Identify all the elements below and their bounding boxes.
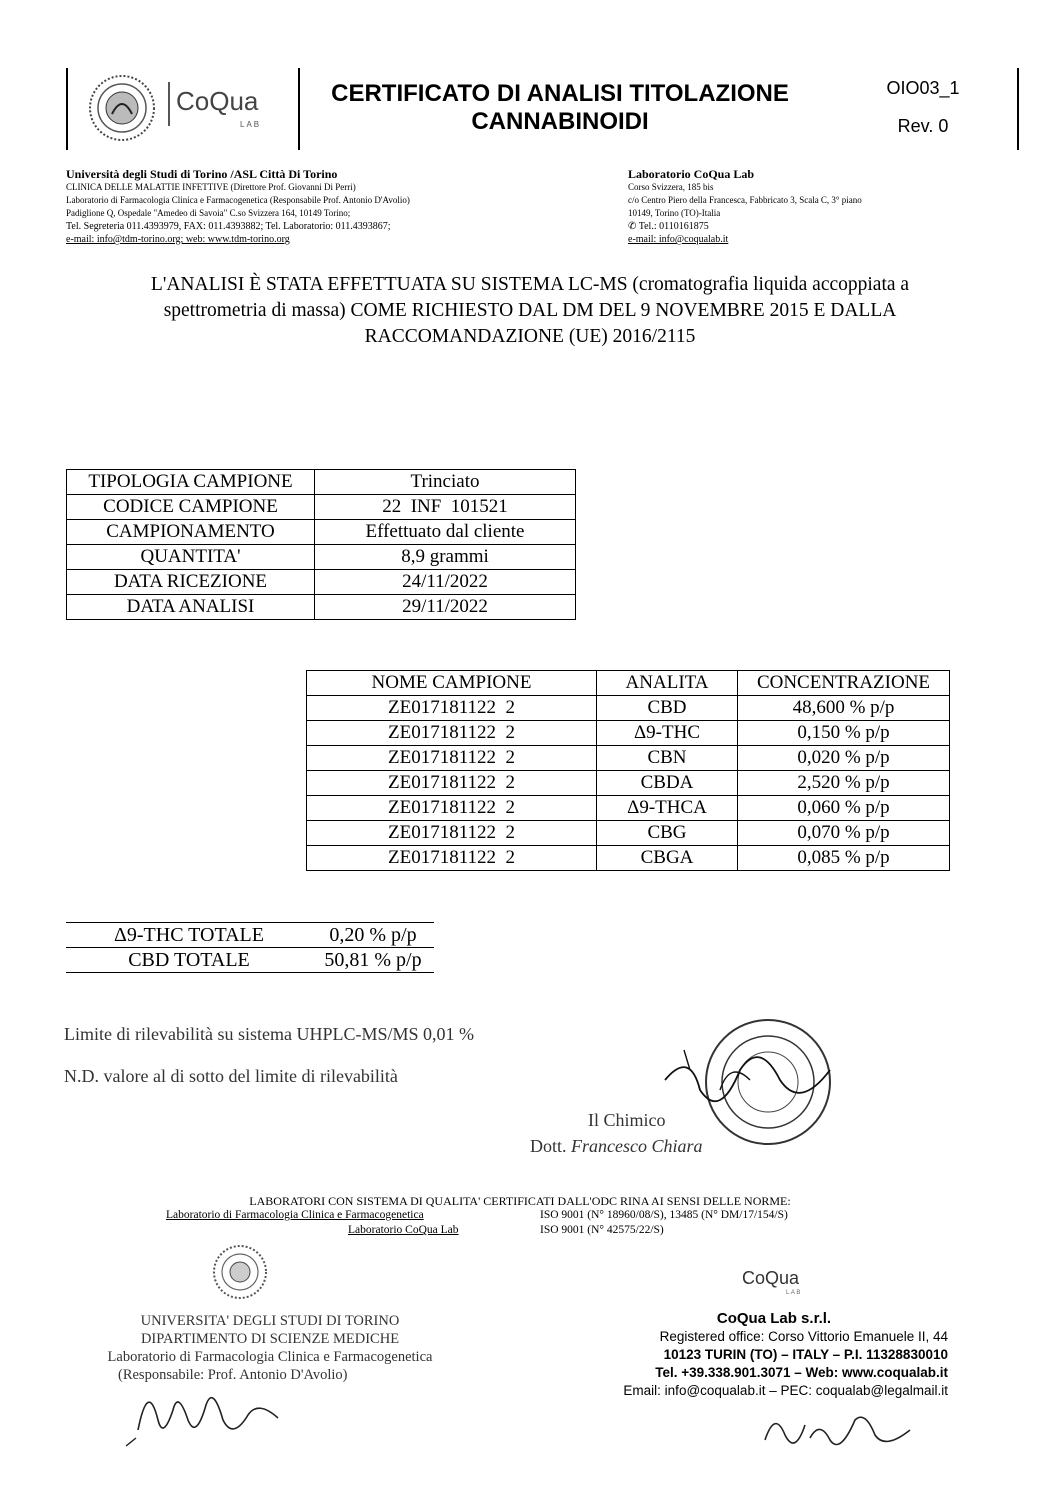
cert1-lab: Laboratorio di Farmacologia Clinica e Farmacogenetica [166, 1209, 424, 1221]
company-email-line[interactable]: Email: info@coqualab.it – PEC: coqualab@legalmail.it [623, 1383, 948, 1398]
results-cell-analyte: CBG [597, 821, 738, 846]
cert-title: LABORATORI CON SISTEMA DI QUALITA' CERTIFICATI DALL'ODC RINA AI SENSI DELLE NORME: [249, 1194, 791, 1208]
signature-name-line [530, 1136, 703, 1157]
right-contact-line: Corso Svizzera, 185 bis [628, 182, 714, 192]
left-contact-block [66, 168, 526, 246]
right-contact-line: 10149, Torino (TO)-Italia [628, 208, 721, 218]
header-right-rule [1017, 68, 1019, 150]
results-table [306, 670, 950, 871]
totals-value: 50,81 % p/p [312, 948, 434, 973]
totals-row [66, 923, 434, 948]
detection-limit-note: Limite di rilevabilità su sistema UHPLC-MS/MS 0,01 % [64, 1024, 474, 1044]
doc-code: OIO03_1 [886, 78, 960, 98]
results-cell-sample: ZE017181122 2 [307, 771, 597, 796]
totals-value: 0,20 % p/p [312, 923, 434, 948]
signature-role: Il Chimico [588, 1110, 666, 1130]
right-contact-block [628, 168, 958, 246]
logo-text: CoQua [176, 86, 259, 116]
results-cell-conc: 2,520 % p/p [738, 771, 950, 796]
results-cell-sample: ZE017181122 2 [307, 821, 597, 846]
left-contact-email-link[interactable]: e-mail: info@tdm-torino.org; web: www.tdm-torino.org [66, 234, 290, 245]
university-footer-line: Laboratorio di Farmacologia Clinica e Farmacogenetica [107, 1349, 433, 1365]
sample-info-row [67, 570, 576, 595]
intro-line: RACCOMANDAZIONE (UE) 2016/2115 [364, 326, 696, 347]
sample-info-row [67, 470, 576, 495]
signature-name: Francesco Chiara [571, 1136, 703, 1156]
left-contact-line: Tel. Segreteria 011.4393979, FAX: 011.4393882; Tel. Laboratorio: 011.4393867; [66, 221, 391, 232]
company-footer-block [560, 1310, 948, 1400]
university-footer-line: (Responsabile: Prof. Antonio D'Avolio) [118, 1367, 348, 1383]
column-header: NOME CAMPIONE [307, 671, 597, 696]
results-cell-analyte: CBDA [597, 771, 738, 796]
results-cell-conc: 0,020 % p/p [738, 746, 950, 771]
results-cell-analyte: CBD [597, 696, 738, 721]
sample-info-label: DATA RICEZIONE [67, 570, 315, 595]
doc-revision: Rev. 0 [897, 116, 949, 136]
company-line: 10123 TURIN (TO) – ITALY – P.I. 11328830010 [663, 1347, 948, 1362]
left-contact-line: Università degli Studi di Torino /ASL Città Di Torino [66, 167, 338, 181]
sample-info-value: 29/11/2022 [315, 595, 576, 620]
sample-info-label: DATA ANALISI [67, 595, 315, 620]
nd-note: N.D. valore al di sotto del limite di rilevabilità [64, 1066, 398, 1086]
results-cell-sample: ZE017181122 2 [307, 721, 597, 746]
right-contact-email-link[interactable]: e-mail: info@coqualab.it [628, 234, 729, 245]
logo-sub: LAB [240, 120, 262, 129]
sample-info-row [67, 595, 576, 620]
intro-line: L'ANALISI È STATA EFFETTUATA SU SISTEMA LC-MS (cromatografia liquida accoppiata a [150, 274, 910, 295]
cert1-iso: ISO 9001 (N° 18960/08/S), 13485 (N° DM/17/154/S) [540, 1209, 788, 1221]
title-line-2: CANNABINOIDI [471, 108, 649, 135]
sample-info-value: 8,9 grammi [315, 545, 576, 570]
left-contact-line: Laboratorio di Farmacologia Clinica e Farmacogenetica (Responsabile Prof. Antonio D'Avolio) [66, 195, 410, 205]
intro-paragraph [40, 272, 1020, 350]
sample-info-row [67, 545, 576, 570]
results-cell-sample: ZE017181122 2 [307, 796, 597, 821]
company-signature [760, 1400, 920, 1460]
title-line-1: CERTIFICATO DI ANALISI TITOLAZIONE [331, 80, 789, 107]
footer-university-seal-icon [212, 1244, 268, 1300]
left-contact-line: CLINICA DELLE MALATTIE INFETTIVE (Direttore Prof. Giovanni Di Perri) [66, 182, 356, 192]
company-line: Registered office: Corso Vittorio Emanuele II, 44 [659, 1329, 948, 1344]
results-cell-conc: 0,085 % p/p [738, 846, 950, 871]
sample-info-row [67, 520, 576, 545]
results-cell-analyte: CBGA [597, 846, 738, 871]
results-row [307, 771, 950, 796]
university-seal-icon [88, 74, 156, 142]
sample-info-value: Trinciato [315, 470, 576, 495]
company-line: Tel. +39.338.901.3071 – Web: www.coqualab.it [655, 1365, 948, 1380]
sample-info-label: TIPOLOGIA CAMPIONE [67, 470, 315, 495]
results-cell-conc: 48,600 % p/p [738, 696, 950, 721]
results-row [307, 796, 950, 821]
right-contact-line: Laboratorio CoQua Lab [628, 167, 755, 181]
footer-logo-sub: LAB [786, 1290, 802, 1296]
left-contact-line: Padiglione Q, Ospedale "Amedeo di Savoia" C.so Svizzera 164, 10149 Torino; [66, 208, 351, 218]
sample-info-value: 24/11/2022 [315, 570, 576, 595]
totals-row [66, 948, 434, 973]
professor-signature [118, 1370, 298, 1450]
sample-info-value: Effettuato dal cliente [315, 520, 576, 545]
results-cell-analyte: Δ9-THCA [597, 796, 738, 821]
sample-info-label: CODICE CAMPIONE [67, 495, 315, 520]
chemist-stamp [660, 1010, 850, 1150]
column-header: ANALITA [597, 671, 738, 696]
results-row [307, 746, 950, 771]
column-header: CONCENTRAZIONE [738, 671, 950, 696]
footer-coqua-logo: CoQua [742, 1268, 800, 1288]
results-row [307, 846, 950, 871]
right-contact-line: c/o Centro Piero della Francesca, Fabbricato 3, Scala C, 3° piano [628, 195, 862, 205]
totals-table [66, 922, 434, 973]
sample-info-row [67, 495, 576, 520]
company-name: CoQua Lab s.r.l. [716, 1310, 832, 1327]
totals-label: CBD TOTALE [66, 948, 312, 973]
page-title [300, 80, 820, 136]
sample-info-label: CAMPIONAMENTO [67, 520, 315, 545]
results-cell-conc: 0,060 % p/p [738, 796, 950, 821]
results-row [307, 721, 950, 746]
cert2-lab: Laboratorio CoQua Lab [348, 1224, 459, 1236]
university-footer-line: DIPARTIMENTO DI SCIENZE MEDICHE [140, 1331, 400, 1347]
header-left-rule [66, 68, 68, 150]
right-contact-line: ✆ Tel.: 0110161875 [628, 221, 709, 232]
sample-info-label: QUANTITA' [67, 545, 315, 570]
logo-divider [168, 82, 170, 126]
cert2-iso: ISO 9001 (N° 42575/22/S) [540, 1224, 664, 1236]
sample-info-table [66, 469, 576, 620]
totals-label: Δ9-THC TOTALE [66, 923, 312, 948]
university-footer-line: UNIVERSITA' DEGLI STUDI DI TORINO [140, 1313, 400, 1329]
results-cell-analyte: Δ9-THC [597, 721, 738, 746]
intro-line: spettrometria di massa) COME RICHIESTO DAL DM DEL 9 NOVEMBRE 2015 E DALLA [163, 300, 897, 321]
sample-info-value: 22 INF 101521 [315, 495, 576, 520]
results-cell-conc: 0,150 % p/p [738, 721, 950, 746]
results-cell-sample: ZE017181122 2 [307, 696, 597, 721]
coqua-logo [176, 86, 258, 117]
results-cell-sample: ZE017181122 2 [307, 846, 597, 871]
results-cell-sample: ZE017181122 2 [307, 746, 597, 771]
results-cell-conc: 0,070 % p/p [738, 821, 950, 846]
results-row [307, 821, 950, 846]
signature-name-prefix: Dott. [530, 1136, 567, 1156]
results-row [307, 696, 950, 721]
results-cell-analyte: CBN [597, 746, 738, 771]
results-header-row [307, 671, 950, 696]
